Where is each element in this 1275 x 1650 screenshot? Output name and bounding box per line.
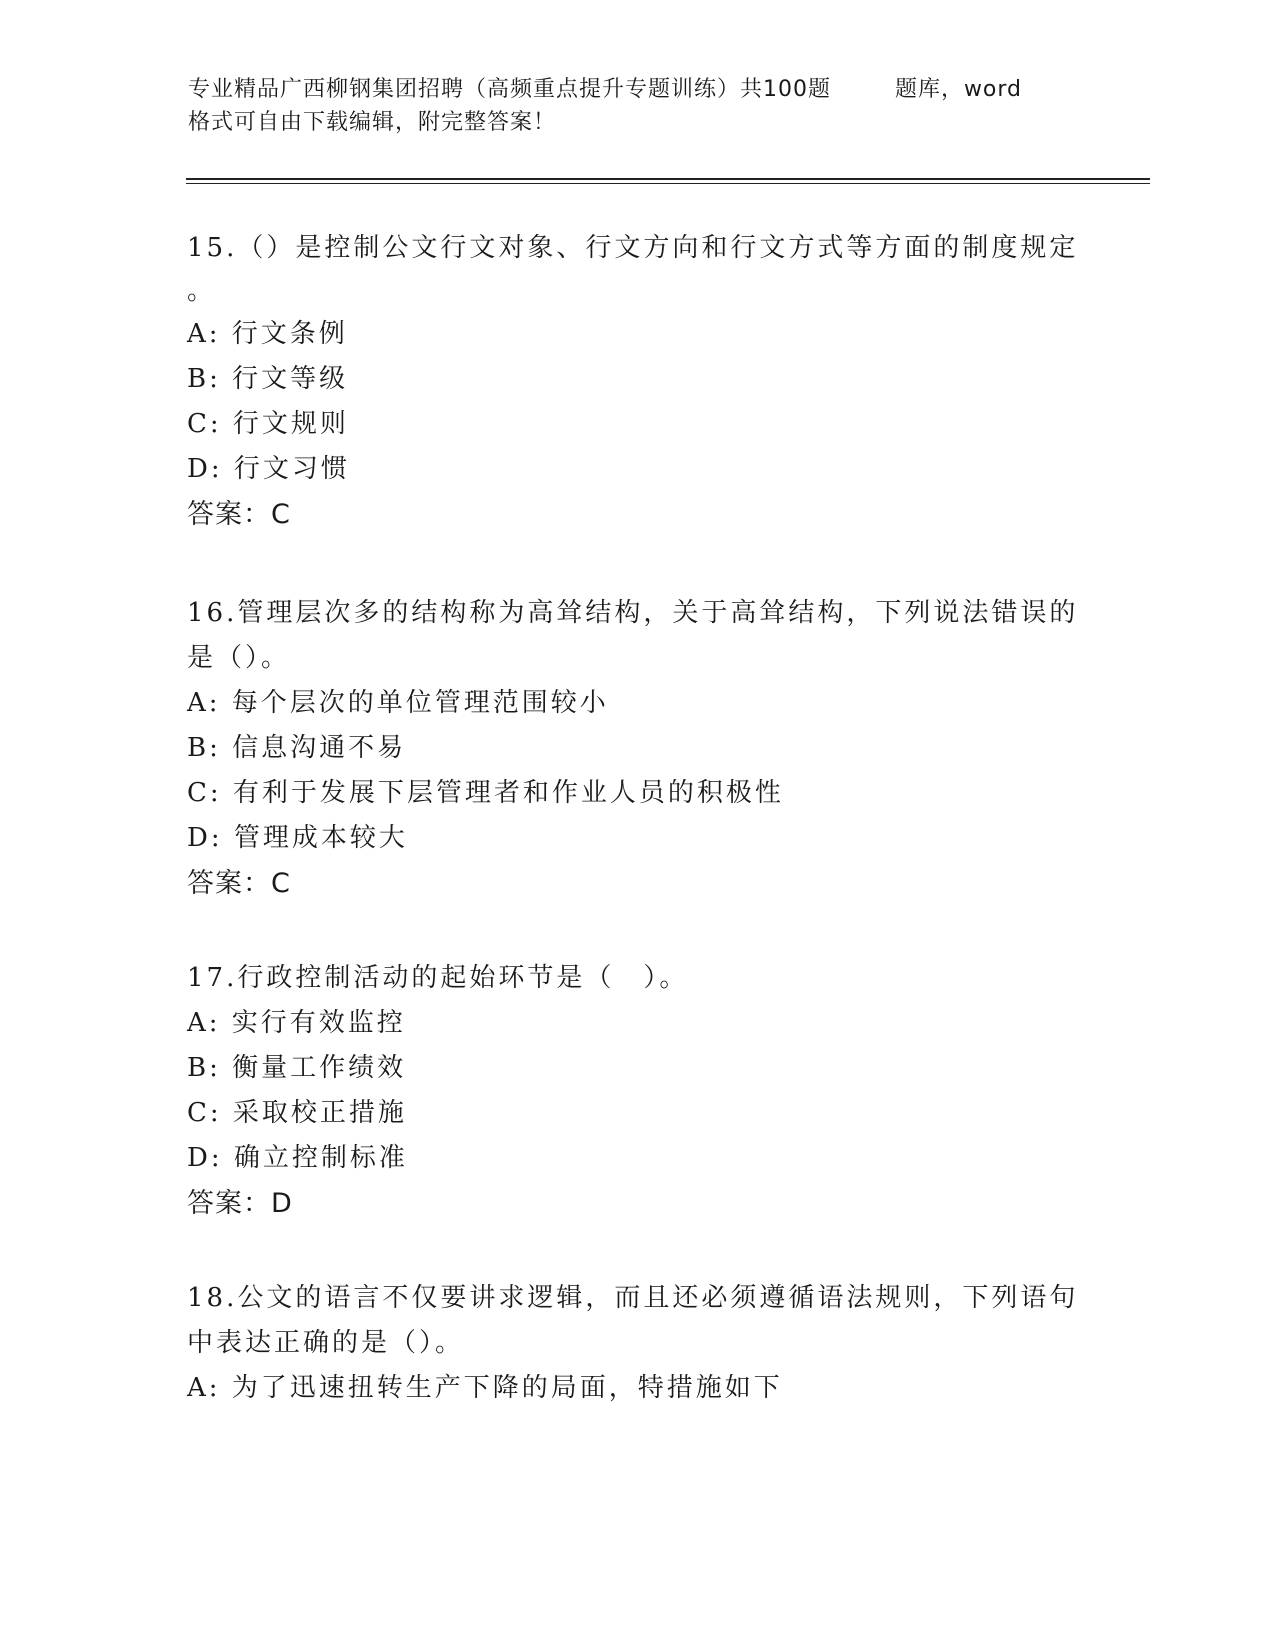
question-stem: 。: [187, 276, 217, 306]
answer-label: 答案：C: [187, 868, 291, 899]
option-a: A: 行文条例: [187, 319, 348, 349]
question-stem: 是（）。: [187, 643, 291, 673]
option-b: B: 衡量工作绩效: [187, 1053, 407, 1083]
question-stem: 中表达正确的是（）。: [187, 1328, 465, 1358]
question-16: [187, 591, 1087, 906]
option-a: A: 每个层次的单位管理范围较小: [187, 688, 609, 718]
option-b: B: 信息沟通不易: [187, 733, 407, 763]
option-a: A: 实行有效监控: [187, 1008, 406, 1038]
option-d: D: 确立控制标准: [187, 1143, 408, 1173]
answer-label: 答案：C: [187, 499, 291, 530]
option-c: C: 采取校正措施: [187, 1098, 407, 1128]
option-d: D: 管理成本较大: [187, 823, 408, 853]
option-a: A: 为了迅速扭转生产下降的局面，特措施如下: [187, 1373, 783, 1403]
question-stem: 16.管理层次多的结构称为高耸结构，关于高耸结构，下列说法错误的: [187, 598, 1079, 628]
question-15: [187, 226, 1087, 537]
question-stem: 17.行政控制活动的起始环节是（ ）。: [187, 963, 689, 993]
answer-label: 答案：D: [187, 1188, 293, 1219]
option-c: C: 有利于发展下层管理者和作业人员的积极性: [187, 778, 784, 808]
header-divider: [186, 178, 1150, 180]
header-title-line-2: 格式可自由下载编辑，附完整答案！: [188, 110, 557, 135]
question-stem: 15.（）是控制公文行文对象、行文方向和行文方式等方面的制度规定: [187, 233, 1079, 263]
header-divider-thin: [186, 183, 1150, 184]
question-stem: 18.公文的语言不仅要讲求逻辑，而且还必须遵循语法规则，下列语句: [187, 1283, 1079, 1313]
question-17: [187, 956, 1087, 1226]
option-b: B: 行文等级: [187, 364, 349, 394]
question-18: [187, 1276, 1087, 1411]
option-d: D: 行文习惯: [187, 454, 350, 484]
document-header: [188, 73, 1088, 139]
header-title-line-1: 专业精品广西柳钢集团招聘（高频重点提升专题训练）共100题 题库，word: [188, 77, 1023, 102]
option-c: C: 行文规则: [187, 409, 349, 439]
